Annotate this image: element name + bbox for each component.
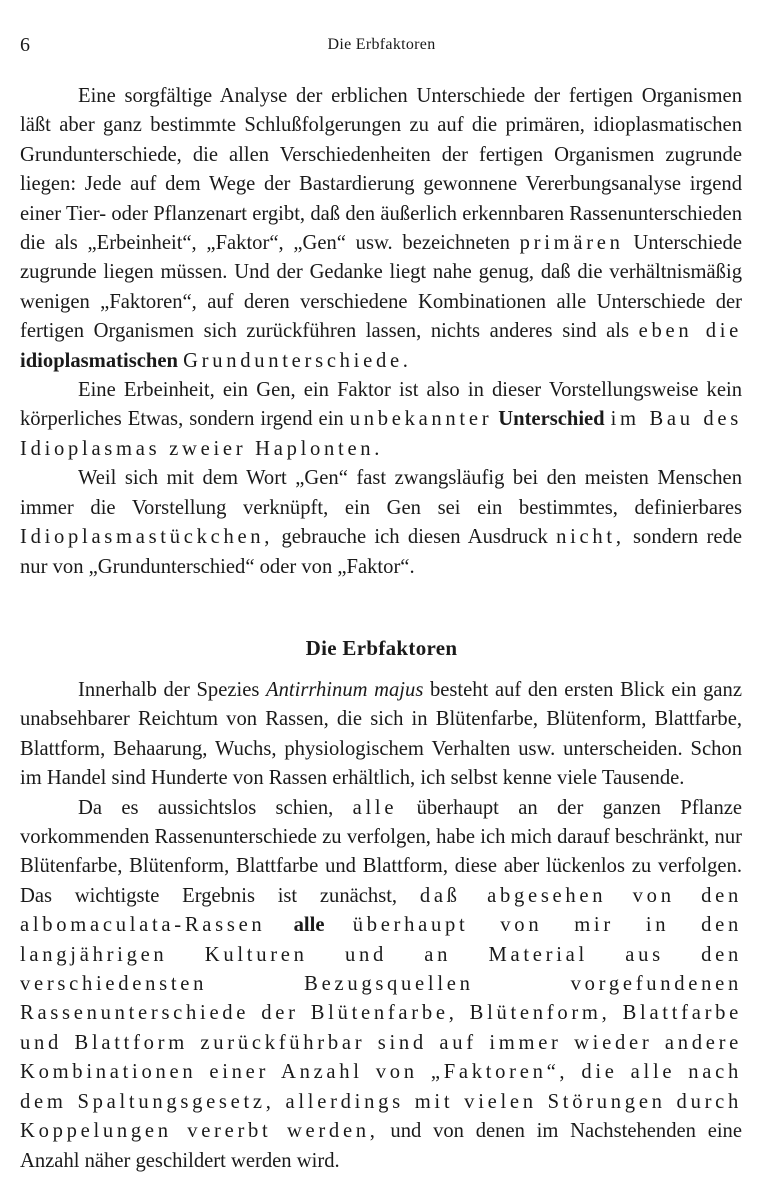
p5-spaced-3: überhaupt von mir in den langjährigen Kulturen und an Material aus den verschiedensten Bezugsquellen vorgefundenen Rassenunterschiede der Blütenfarbe, Blütenform, Blattfarbe und Blattform zurückführbar sind auf immer wieder andere Kombinationen einer Anzahl von „Faktoren“, die alle nach dem Spaltungsgesetz, allerdings mit vielen Störungen durch Koppelungen vererbt werden, — [20, 914, 742, 1143]
p3-spaced-2: nicht, — [556, 526, 625, 549]
paragraph-4 — [20, 676, 742, 794]
text-block-upper — [20, 82, 742, 582]
p2-bold-1: Unterschied — [498, 408, 605, 431]
p3-spaced-1: Idioplasmastückchen, — [20, 526, 274, 549]
page-number: 6 — [20, 34, 30, 56]
p4-text-1: Innerhalb der Spezies — [78, 679, 260, 701]
p1-text-2: Unterschiede zugrunde liegen müssen. Und der Gedanke liegt nahe genug, daß die verhältnismäßig wenigen „Faktoren“, auf deren verschiedene Kombinationen alle Unterschiede der fertigen Organismen sich zurückführen lassen, nichts anderes sind als — [20, 232, 742, 343]
p1-bold-1: idioplasmatischen — [20, 349, 178, 372]
p5-spaced-1: alle — [352, 796, 398, 819]
p5-spaced-2: daß abgesehen von den albomaculata-Rassen — [20, 884, 742, 937]
page-header — [20, 34, 743, 58]
p2-text-1: Eine Erbeinheit, ein Gen, ein Faktor ist also in dieser Vorstellungsweise kein körperliches Etwas, sondern irgend ein — [20, 379, 742, 431]
p5-bold-1: alle — [293, 914, 325, 937]
paragraph-2 — [20, 376, 742, 464]
paragraph-3 — [20, 464, 742, 582]
p5-text-3: und von denen im Nachstehenden eine Anzahl näher geschildert werden wird. — [20, 1120, 742, 1172]
p2-spaced-1: unbekannter — [349, 408, 493, 431]
p1-text-1: Eine sorgfältige Analyse der erblichen Unterschiede der fertigen Organismen läßt aber ganz bestimmte Schlußfolgerungen zu auf die primären, idioplasmatischen Grundunterschiede, die allen Verschiedenheiten der fertigen Organismen zugrunde liegen: Jede auf dem Wege der Bastardierung gewonnene Vererbungsanalyse irgend einer Tier- oder Pflanzenart ergibt, daß den äußerlich erkennbaren Rassenunterschieden die als „Erbeinheit“, „Faktor“, „Gen“ usw. bezeichneten — [20, 85, 742, 255]
text-block-lower — [20, 676, 742, 1176]
p3-text-1: Weil sich mit dem Wort „Gen“ fast zwangsläufig bei den meisten Menschen immer die Vorstellung verknüpft, ein Gen sei ein bestimmtes, definierbares — [20, 467, 742, 519]
p5-text-2: überhaupt an der ganzen Pflanze vorkommenden Rassenunterschiede zu verfolgen, habe ich mich darauf beschränkt, nur Blütenfarbe, Blütenform, Blattfarbe und Blattform, diese aber lückenlos zu verfolgen. Das wichtigste Ergebnis ist zunächst, — [20, 796, 743, 907]
p3-text-2: gebrauche ich diesen Ausdruck — [281, 526, 548, 549]
section-heading: Die Erbfaktoren — [305, 636, 458, 660]
p2-spaced-2: im Bau des Idioplasmas zweier Haplonten. — [20, 408, 742, 460]
p1-spaced-2: eben die — [638, 320, 742, 343]
p4-species-name: Antirrhinum majus — [266, 679, 424, 701]
p1-spaced-3: Grundunterschiede. — [183, 349, 412, 372]
p3-text-3: sondern rede nur von „Grundunterschied“ oder von „Faktor“. — [20, 526, 742, 578]
paragraph-5 — [20, 794, 742, 1176]
p1-spaced-1: primären — [519, 232, 624, 255]
paragraph-1 — [20, 82, 742, 376]
p4-text-2: besteht auf den ersten Blick ein ganz unabsehbarer Reichtum von Rassen, die sich in Blütenfarbe, Blütenform, Blattfarbe, Blattform, Behaarung, Wuchs, physiologischem Verhalten usw. unterscheiden. Schon im Handel sind Hunderte von Rassen erhältlich, ich selbst kenne viele Tausende. — [20, 679, 742, 790]
running-title: Die Erbfaktoren — [327, 36, 436, 53]
p5-text-1: Da es aussichtslos schien, — [78, 796, 334, 819]
